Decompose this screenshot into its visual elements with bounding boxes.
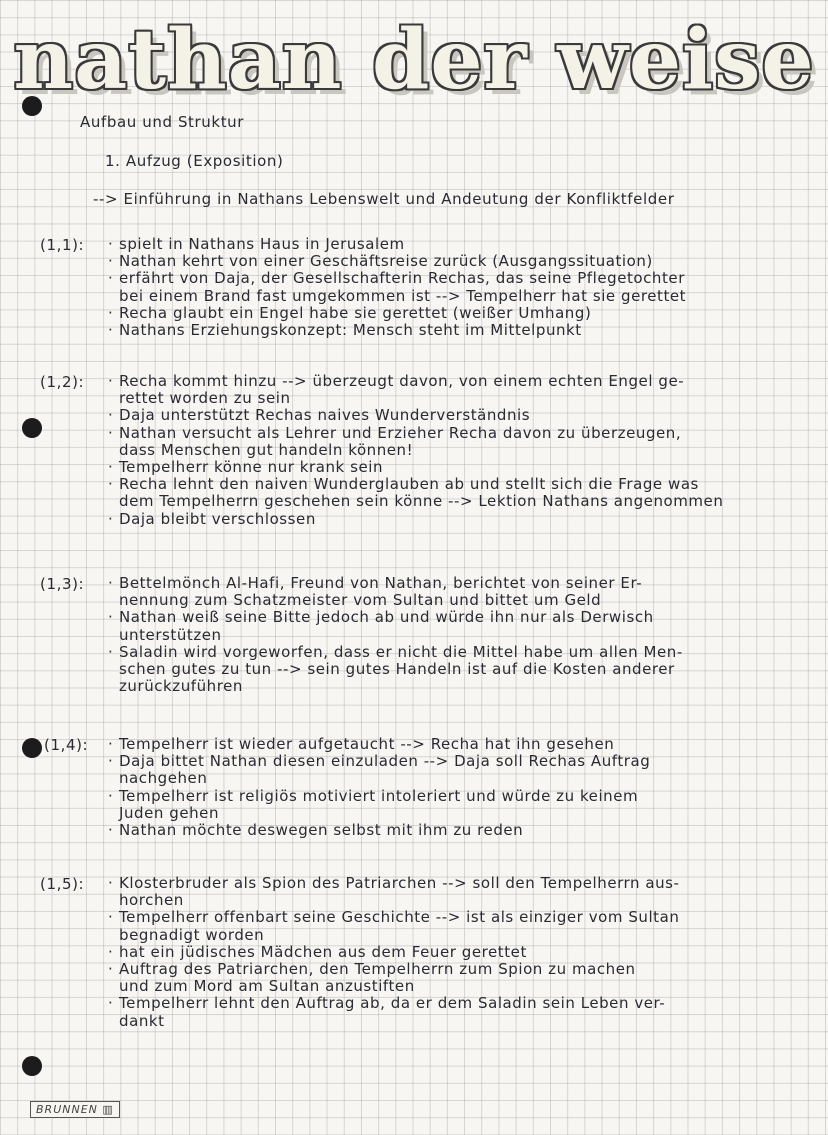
list-item: · Nathan kehrt von einer Geschäftsreise zurück (Ausgangssituation) (108, 253, 686, 270)
section-label: (1,1): (40, 236, 85, 254)
binder-hole-4 (22, 1056, 42, 1076)
page-title: nathan der weise (13, 12, 815, 108)
section-list (108, 373, 723, 528)
list-item: · Klosterbruder als Spion des Patriarchen --> soll den Tempelherrn aus- horchen (108, 875, 680, 909)
list-item: · Saladin wird vorgeworfen, dass er nicht die Mittel habe um allen Men- schen gutes zu tun --> sein gutes Handeln ist auf die Kosten anderer zurückzuführen (108, 644, 683, 696)
list-item: · Bettelmönch Al-Hafi, Freund von Nathan, berichtet von seiner Er- nennung zum Schatzmeister vom Sultan und bittet um Geld (108, 575, 683, 609)
list-item: · Daja unterstützt Rechas naives Wunderverständnis (108, 407, 723, 424)
list-item: · Daja bleibt verschlossen (108, 511, 723, 528)
list-item: · Tempelherr ist religiös motiviert intoleriert und würde zu keinem Juden gehen (108, 788, 650, 822)
list-item: · Tempelherr könne nur krank sein (108, 459, 723, 476)
list-item: · Recha glaubt ein Engel habe sie gerettet (weißer Umhang) (108, 305, 686, 322)
section-list (108, 875, 680, 1030)
list-item: · Nathan versucht als Lehrer und Erzieher Recha davon zu überzeugen, dass Menschen gut handeln können! (108, 425, 723, 459)
list-item: · Nathan möchte deswegen selbst mit ihm zu reden (108, 822, 650, 839)
list-item: · Tempelherr lehnt den Auftrag ab, da er dem Saladin sein Leben ver- dankt (108, 995, 680, 1029)
list-item: · erfährt von Daja, der Gesellschafterin Rechas, das seine Pflegetochter bei einem Brand fast umgekommen ist --> Tempelherr hat sie gerettet (108, 270, 686, 304)
section-label: (1,4): (44, 736, 89, 754)
list-item: · hat ein jüdisches Mädchen aus dem Feuer gerettet (108, 944, 680, 961)
list-item: · Recha kommt hinzu --> überzeugt davon, von einem echten Engel ge- rettet worden zu sein (108, 373, 723, 407)
section-list (108, 575, 683, 695)
binder-hole-2 (22, 418, 42, 438)
list-item: · Nathans Erziehungskonzept: Mensch steht im Mittelpunkt (108, 322, 686, 339)
section-list (108, 236, 686, 339)
heading: Aufbau und Struktur (80, 113, 245, 131)
section-list (108, 736, 650, 839)
section-label: (1,2): (40, 373, 85, 391)
list-item: · spielt in Nathans Haus in Jerusalem (108, 236, 686, 253)
subheading: 1. Aufzug (Exposition) (105, 152, 284, 170)
list-item: · Auftrag des Patriarchen, den Tempelherrn zum Spion zu machen und zum Mord am Sultan anzustiften (108, 961, 680, 995)
list-item: · Tempelherr ist wieder aufgetaucht --> Recha hat ihn gesehen (108, 736, 650, 753)
list-item: · Tempelherr offenbart seine Geschichte --> ist als einziger vom Sultan begnadigt worden (108, 909, 680, 943)
brand-label: BRUNNEN (36, 1103, 98, 1116)
brand-logo (30, 1101, 120, 1118)
list-item: · Nathan weiß seine Bitte jedoch ab und würde ihn nur als Derwisch unterstützen (108, 609, 683, 643)
intro-line: --> Einführung in Nathans Lebenswelt und Andeutung der Konfliktfelder (93, 190, 675, 208)
list-item: · Recha lehnt den naiven Wunderglauben ab und stellt sich die Frage was dem Tempelherrn geschehen sein könne --> Lektion Nathans angenommen (108, 476, 723, 510)
list-item: · Daja bittet Nathan diesen einzuladen --> Daja soll Rechas Auftrag nachgehen (108, 753, 650, 787)
section-label: (1,5): (40, 875, 85, 893)
section-label: (1,3): (40, 575, 85, 593)
brand-mark-icon: ▥ (102, 1103, 114, 1116)
binder-hole-3 (22, 738, 42, 758)
